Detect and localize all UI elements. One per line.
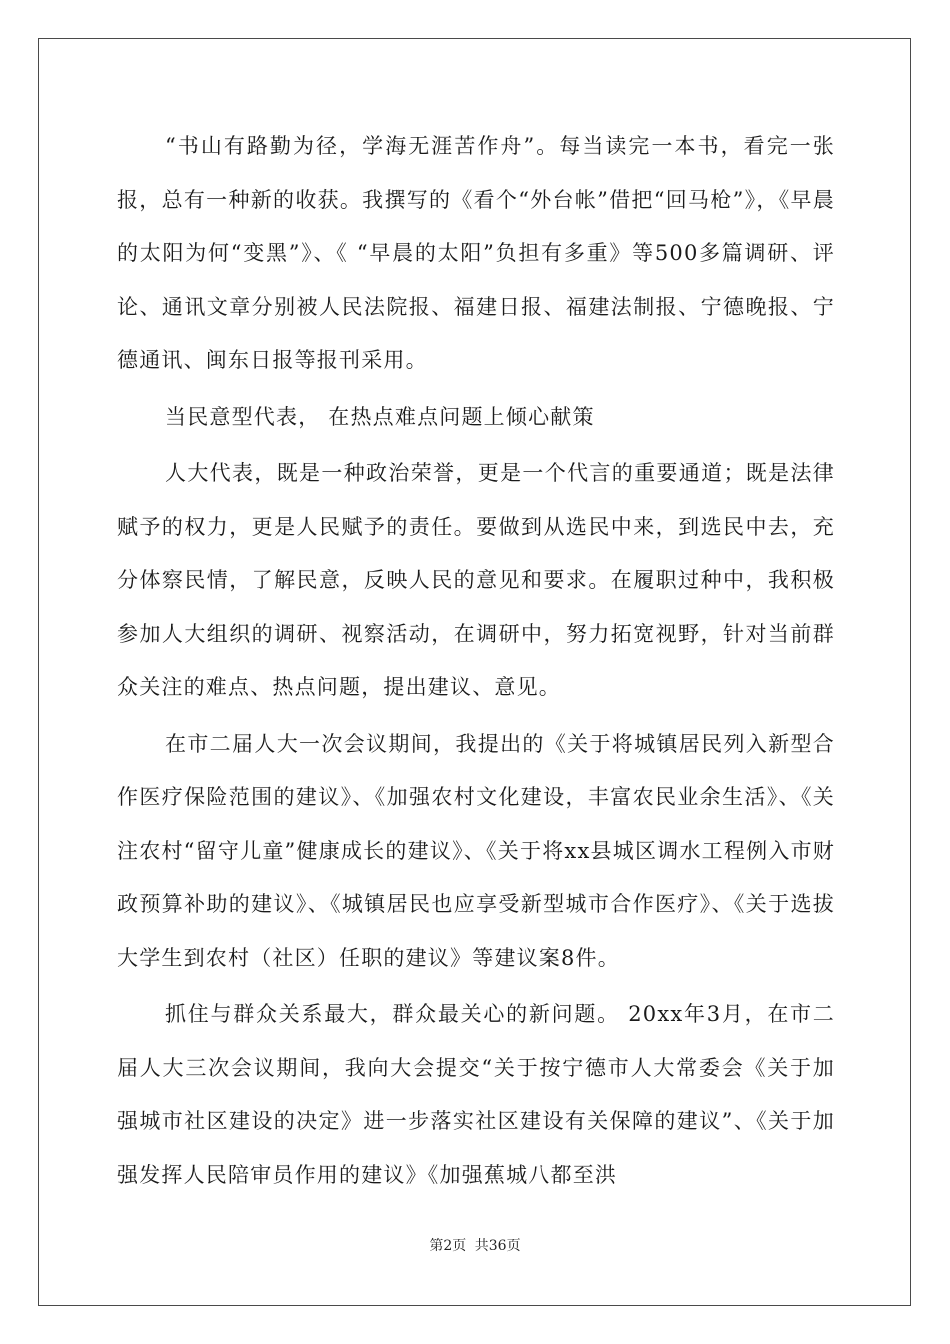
paragraph-reading-harvest: “书山有路勤为径，学海无涯苦作舟”。每当读完一本书，看完一张报，总有一种新的收获。我撰写的《看个“外台帐”借把“回马枪”》，《早晨的太阳为何“变黑”》、《 “早晨的太阳”负担有多重》等500多篇调研、评论、通讯文章分别被人民法院报、福建日报、福建法制报、宁德晚报、宁德通讯、闽东日报等报刊采用。	[117, 134, 835, 372]
document-body	[117, 120, 835, 1205]
paragraph-representative-duty: 人大代表，既是一种政治荣誉，更是一个代言的重要通道；既是法律赋予的权力，更是人民赋予的责任。要做到从选民中来，到选民中去，充分体察民情，了解民意，反映人民的意见和要求。在履职过种中，我积极参加人大组织的调研、视察活动，在调研中，努力拓宽视野，针对当前群众关注的难点、热点问题，提出建议、意见。	[117, 461, 835, 699]
page-number: 第2页	[429, 1238, 467, 1254]
total-pages: 共36页	[474, 1238, 521, 1254]
paragraph-first-session-proposals: 在市二届人大一次会议期间，我提出的《关于将城镇居民列入新型合作医疗保险范围的建议》、《加强农村文化建设，丰富农民业余生活》、《关注农村“留守儿童”健康成长的建议》、《关于将xx县城区调水工程例入市财政预算补助的建议》、《城镇居民也应享受新型城市合作医疗》、《关于选拔大学生到农村（社区）任职的建议》等建议案8件。	[117, 731, 835, 970]
page-footer	[0, 1235, 950, 1255]
section-heading: 当民意型代表， 在热点难点问题上倾心献策	[165, 404, 595, 429]
paragraph-third-session-proposals: 抓住与群众关系最大，群众最关心的新问题。 20xx年3月，在市二届人大三次会议期间，我向大会提交“关于按宁德市人大常委会《关于加强城市社区建设的决定》进一步落实社区建设有关保障的建议”、《关于加强发挥人民陪审员作用的建议》《加强蕉城八都至洪	[117, 1002, 835, 1187]
